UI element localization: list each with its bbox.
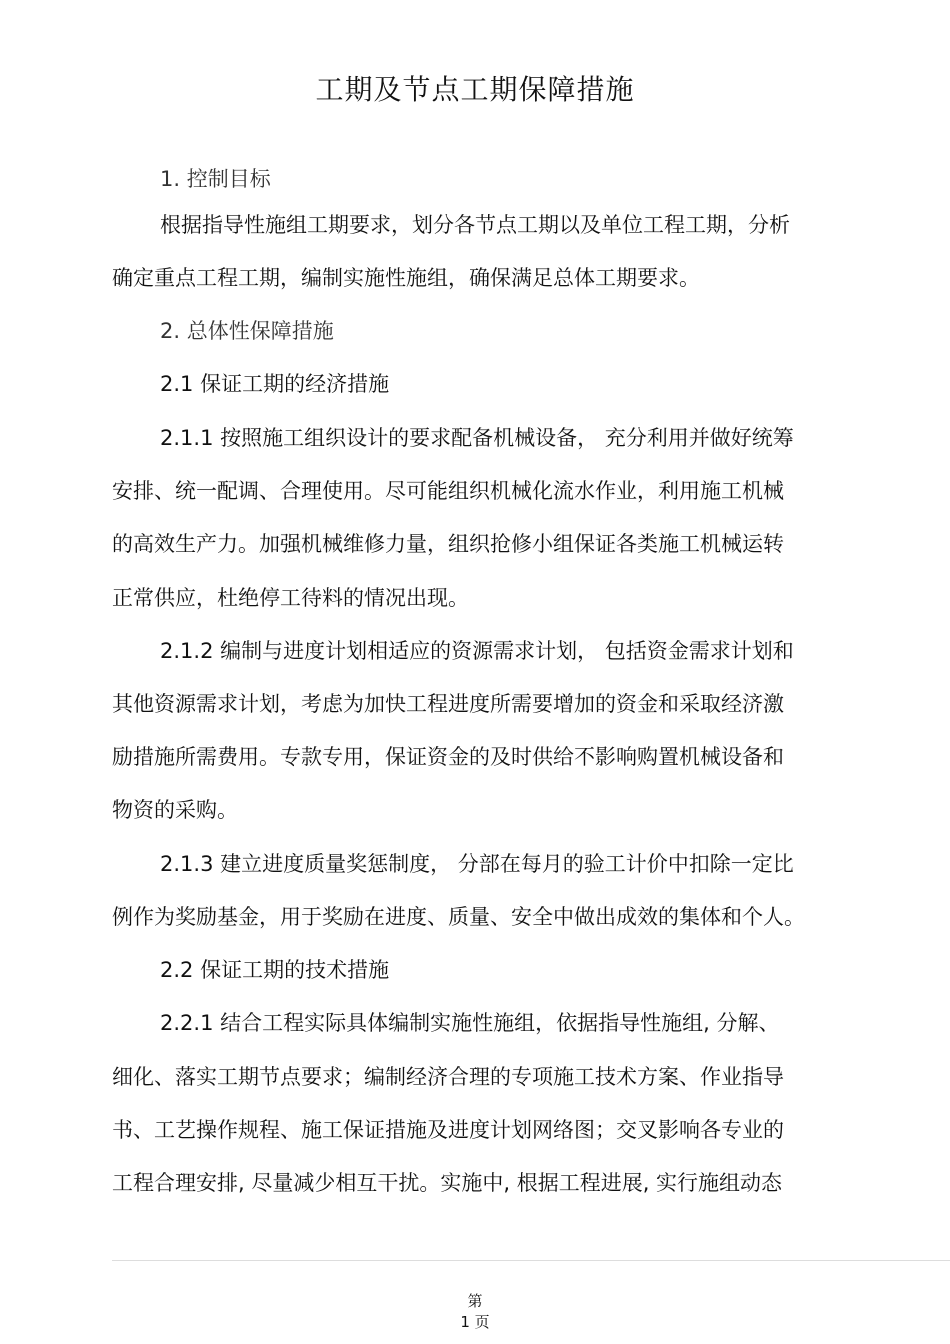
body-line: 正常供应，杜绝停工待料的情况出现。 <box>112 586 469 610</box>
body-line: 的高效生产力。加强机械维修力量，组织抢修小组保证各类施工机械运转 <box>112 532 784 556</box>
footer-divider <box>112 1260 950 1261</box>
body-line: 2.1.1 按照施工组织设计的要求配备机械设备， 充分利用并做好统筹 <box>160 426 794 450</box>
body-line: 例作为奖励基金，用于奖励在进度、质量、安全中做出成效的集体和个人。 <box>112 905 805 929</box>
body-line: 根据指导性施组工期要求，划分各节点工期以及单位工程工期，分析 <box>160 213 790 237</box>
heading-control-target: 1. 控制目标 <box>160 167 271 191</box>
page-title: 工期及节点工期保障措施 <box>315 73 635 106</box>
body-line: 物资的采购。 <box>112 798 238 822</box>
body-line: 2.1.3 建立进度质量奖惩制度， 分部在每月的验工计价中扣除一定比 <box>160 852 794 876</box>
heading-technical-measures: 2.2 保证工期的技术措施 <box>160 958 390 982</box>
body-line: 细化、落实工期节点要求；编制经济合理的专项施工技术方案、作业指导 <box>112 1065 784 1089</box>
body-line: 2.2.1 结合工程实际具体编制实施性施组，依据指导性施组, 分解、 <box>160 1011 780 1035</box>
body-line: 书、工艺操作规程、施工保证措施及进度计划网络图；交叉影响各专业的 <box>112 1118 784 1142</box>
body-line: 其他资源需求计划，考虑为加快工程进度所需要增加的资金和采取经济激 <box>112 692 784 716</box>
heading-overall-measures: 2. 总体性保障措施 <box>160 319 334 343</box>
body-line: 确定重点工程工期，编制实施性施组，确保满足总体工期要求。 <box>112 266 700 290</box>
body-line: 工程合理安排, 尽量减少相互干扰。实施中, 根据工程进展, 实行施组动态 <box>112 1171 783 1195</box>
body-line: 安排、统一配调、合理使用。尽可能组织机械化流水作业，利用施工机械 <box>112 479 784 503</box>
heading-economic-measures: 2.1 保证工期的经济措施 <box>160 372 390 396</box>
body-line: 励措施所需费用。专款专用，保证资金的及时供给不影响购置机械设备和 <box>112 745 784 769</box>
page-number: 1 页 <box>460 1313 490 1331</box>
page-label: 第 <box>467 1292 483 1310</box>
body-line: 2.1.2 编制与进度计划相适应的资源需求计划， 包括资金需求计划和 <box>160 639 794 663</box>
